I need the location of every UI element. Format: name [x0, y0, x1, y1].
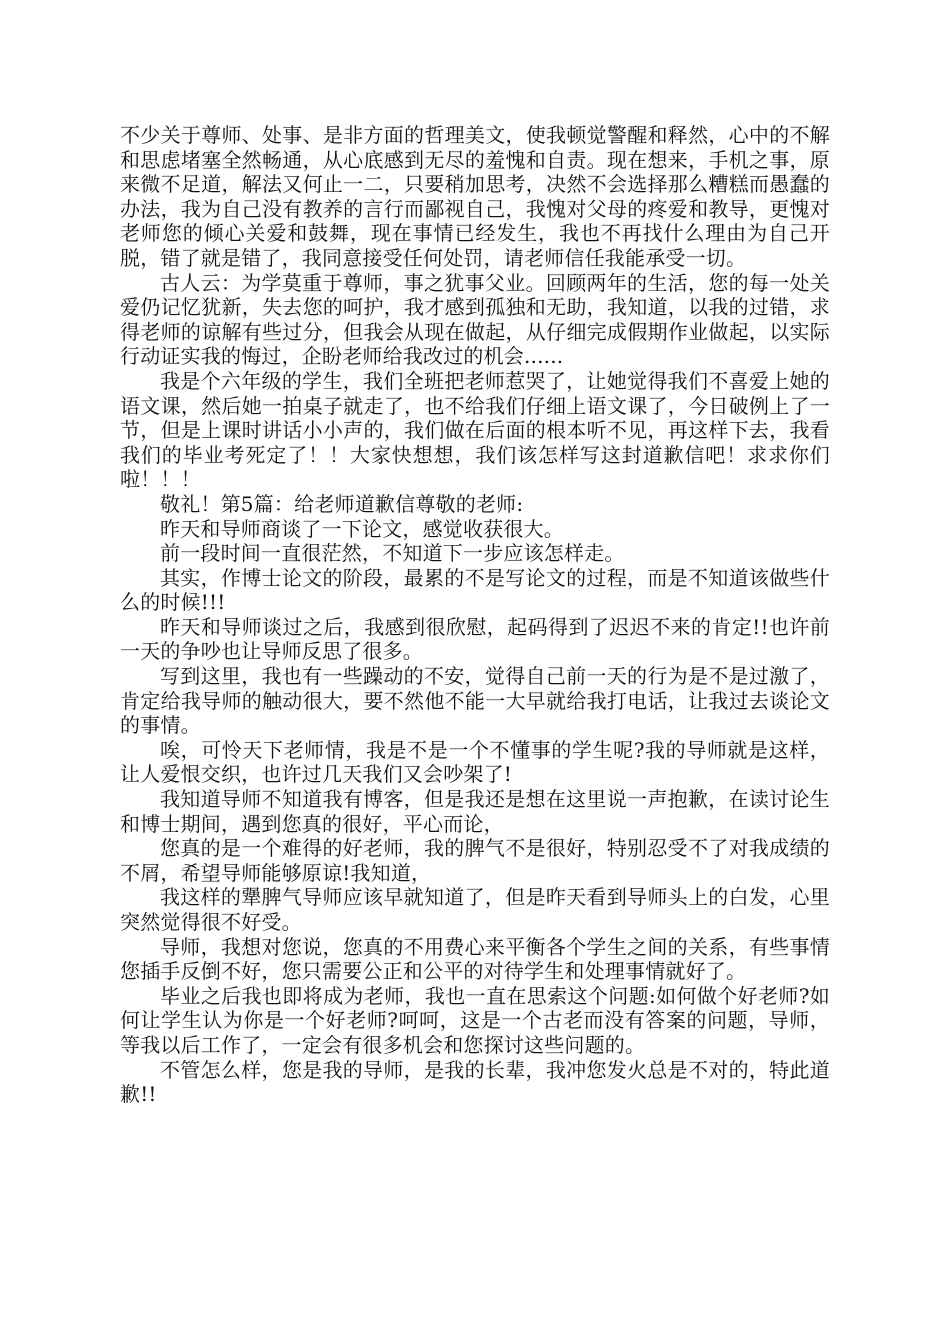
document-body: [120, 123, 830, 1107]
paragraph-15: 毕业之后我也即将成为老师，我也一直在思索这个问题:如何做个好老师?如何让学生认为你是一个好老师?呵呵，这是一个古老而没有答案的问题，导师，等我以后工作了，一定会有很多机会和您探讨这些问题的。: [120, 983, 830, 1057]
paragraph-11: 我知道导师不知道我有博客，但是我还是想在这里说一声抱歉，在读讨论生和博士期间，遇到您真的很好，平心而论，: [120, 787, 830, 836]
paragraph-7: 其实，作博士论文的阶段，最累的不是写论文的过程，而是不知道该做些什么的时候!!!: [120, 565, 830, 615]
paragraph-8: 昨天和导师谈过之后，我感到很欣慰，起码得到了迟迟不来的肯定!!也许前一天的争吵也让导师反思了很多。: [120, 614, 830, 664]
paragraph-14: 导师，我想对您说，您真的不用费心来平衡各个学生之间的关系，有些事情您插手反倒不好，您只需要公正和公平的对待学生和处理事情就好了。: [120, 934, 830, 984]
paragraph-1: 不少关于尊师、处事、是非方面的哲理美文，使我顿觉警醒和释然，心中的不解和思虑堵塞全然畅通，从心底感到无尽的羞愧和自责。现在想来，手机之事，原来微不足道，解法又何止一二，只要稍加思考，决然不会选择那么糟糕而愚蠢的办法，我为自己没有教养的言行而鄙视自己，我愧对父母的疼爱和教导，更愧对老师您的倾心关爱和鼓舞，现在事情已经发生，我也不再找什么理由为自己开脱，错了就是错了，我同意接受任何处罚，请老师信任我能承受一切。: [120, 123, 830, 270]
paragraph-16: 不管怎么样，您是我的导师，是我的长辈，我冲您发火总是不对的，特此道歉!!: [120, 1057, 830, 1107]
paragraph-5: 昨天和导师商谈了一下论文，感觉收获很大。: [160, 516, 564, 541]
paragraph-12: 您真的是一个难得的好老师，我的脾气不是很好，特别忍受不了对我成绩的不屑，希望导师能够原谅!我知道，: [120, 836, 830, 885]
paragraph-4: 敬礼！第5篇：给老师道歉信尊敬的老师:: [160, 491, 524, 516]
paragraph-13: 我这样的犟脾气导师应该早就知道了，但是昨天看到导师头上的白发，心里突然觉得很不好受。: [120, 885, 830, 934]
paragraph-6: 前一段时间一直很茫然，不知道下一步应该怎样走。: [160, 541, 625, 566]
paragraph-9: 写到这里，我也有一些躁动的不安，觉得自己前一天的行为是不是过激了，肯定给我导师的触动很大，要不然他不能一大早就给我打电话，让我过去谈论文的事情。: [120, 664, 830, 738]
paragraph-3: 我是个六年级的学生，我们全班把老师惹哭了，让她觉得我们不喜爱上她的语文课，然后她一拍桌子就走了，也不给我们仔细上语文课了，今日破例上了一节，但是上课时讲话小小声的，我们做在后面的根本听不见，再这样下去，我看我们的毕业考死定了！！大家快想想，我们该怎样写这封道歉信吧！求求你们啦！！！: [120, 368, 830, 492]
paragraph-2: 古人云：为学莫重于尊师，事之犹事父业。回顾两年的生活，您的每一处关爱仍记忆犹新，失去您的呵护，我才感到孤独和无助，我知道，以我的过错，求得老师的谅解有些过分，但我会从现在做起，从仔细完成假期作业做起，以实际行动证实我的悔过，企盼老师给我改过的机会......: [120, 270, 830, 369]
paragraph-10: 唉，可怜天下老师情，我是不是一个不懂事的学生呢?我的导师就是这样，让人爱恨交织，也许过几天我们又会吵架了!: [120, 737, 830, 787]
